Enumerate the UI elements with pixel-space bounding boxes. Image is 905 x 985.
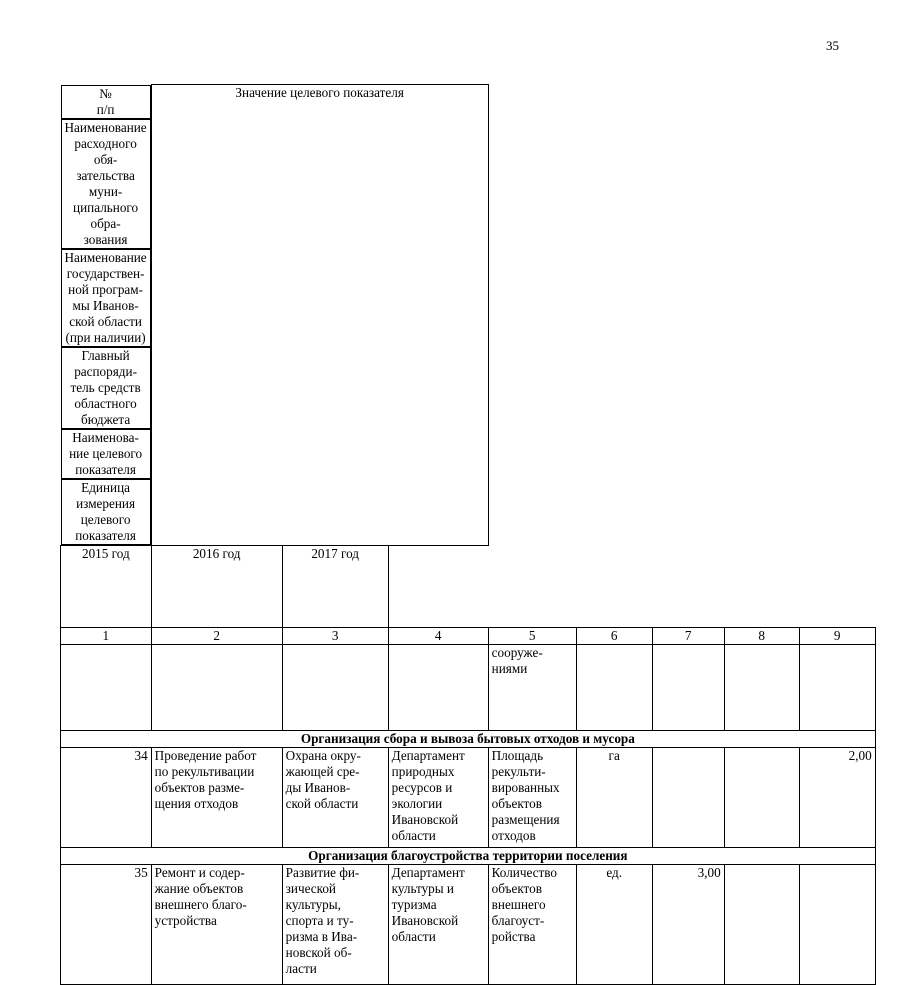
program-cell: Развитие фи- зической культуры, спорта и ту- ризма в Ива- новской об- ласти: [282, 864, 388, 984]
unit-cell: ед.: [576, 864, 652, 984]
manager-cell: Департамент культуры и туризма Ивановской области: [388, 864, 488, 984]
obligation-cell: Проведение работ по рекультивации объектов разме- щения отходов: [151, 747, 282, 847]
header-year-2017: 2017 год: [282, 545, 388, 627]
column-number: 9: [799, 627, 875, 644]
continuation-row: [61, 644, 876, 730]
header-target-value: Значение целевого показателя: [151, 85, 488, 546]
value-2015-cell: 3,00: [652, 864, 724, 984]
header-unit: Единица измерения целевого показателя: [61, 479, 151, 545]
section-title: Организация сбора и вывоза бытовых отходов и мусора: [61, 730, 876, 747]
table-row: [61, 864, 876, 984]
column-number: 2: [151, 627, 282, 644]
value-2016-cell: [724, 864, 799, 984]
column-number: 8: [724, 627, 799, 644]
value-2016-cell: [724, 747, 799, 847]
header-indicator: Наименова- ние целевого показателя: [61, 429, 151, 479]
obligation-cell: Ремонт и содер- жание объектов внешнего благо- устройства: [151, 864, 282, 984]
unit-cell: га: [576, 747, 652, 847]
indicator-cell: Площадь рекульти- вированных объектов размещения отходов: [488, 747, 576, 847]
section-title: Организация благоустройства территории поселения: [61, 847, 876, 864]
indicator-cell: Количество объектов внешнего благоуст- ройства: [488, 864, 576, 984]
header-num: № п/п: [61, 85, 151, 119]
target-indicators-table: [60, 84, 876, 985]
manager-cell: Департамент природных ресурсов и экологии Ивановской области: [388, 747, 488, 847]
column-number: 5: [488, 627, 576, 644]
value-2015-cell: [652, 747, 724, 847]
header-manager: Главный распоряди- тель средств областного бюджета: [61, 347, 151, 429]
column-number: 4: [388, 627, 488, 644]
page-number: 35: [826, 38, 839, 53]
column-number: 6: [576, 627, 652, 644]
row-number: 34: [61, 747, 152, 847]
indicator-cell: сооруже- ниями: [488, 644, 576, 730]
table-row: [61, 747, 876, 847]
header-program: Наименование государствен- ной програм- мы Иванов- ской области (при наличии): [61, 249, 151, 347]
row-number: 35: [61, 864, 152, 984]
column-number: 1: [61, 627, 152, 644]
header-year-2015: 2015 год: [61, 545, 152, 627]
value-2017-cell: [799, 864, 875, 984]
header-year-2016: 2016 год: [151, 545, 282, 627]
value-2017-cell: 2,00: [799, 747, 875, 847]
column-number: 3: [282, 627, 388, 644]
column-number: 7: [652, 627, 724, 644]
header-obligation: Наименование расходного обя- зательства муни- ципального обра- зования: [61, 119, 151, 249]
program-cell: Охрана окру- жающей сре- ды Иванов- ской области: [282, 747, 388, 847]
